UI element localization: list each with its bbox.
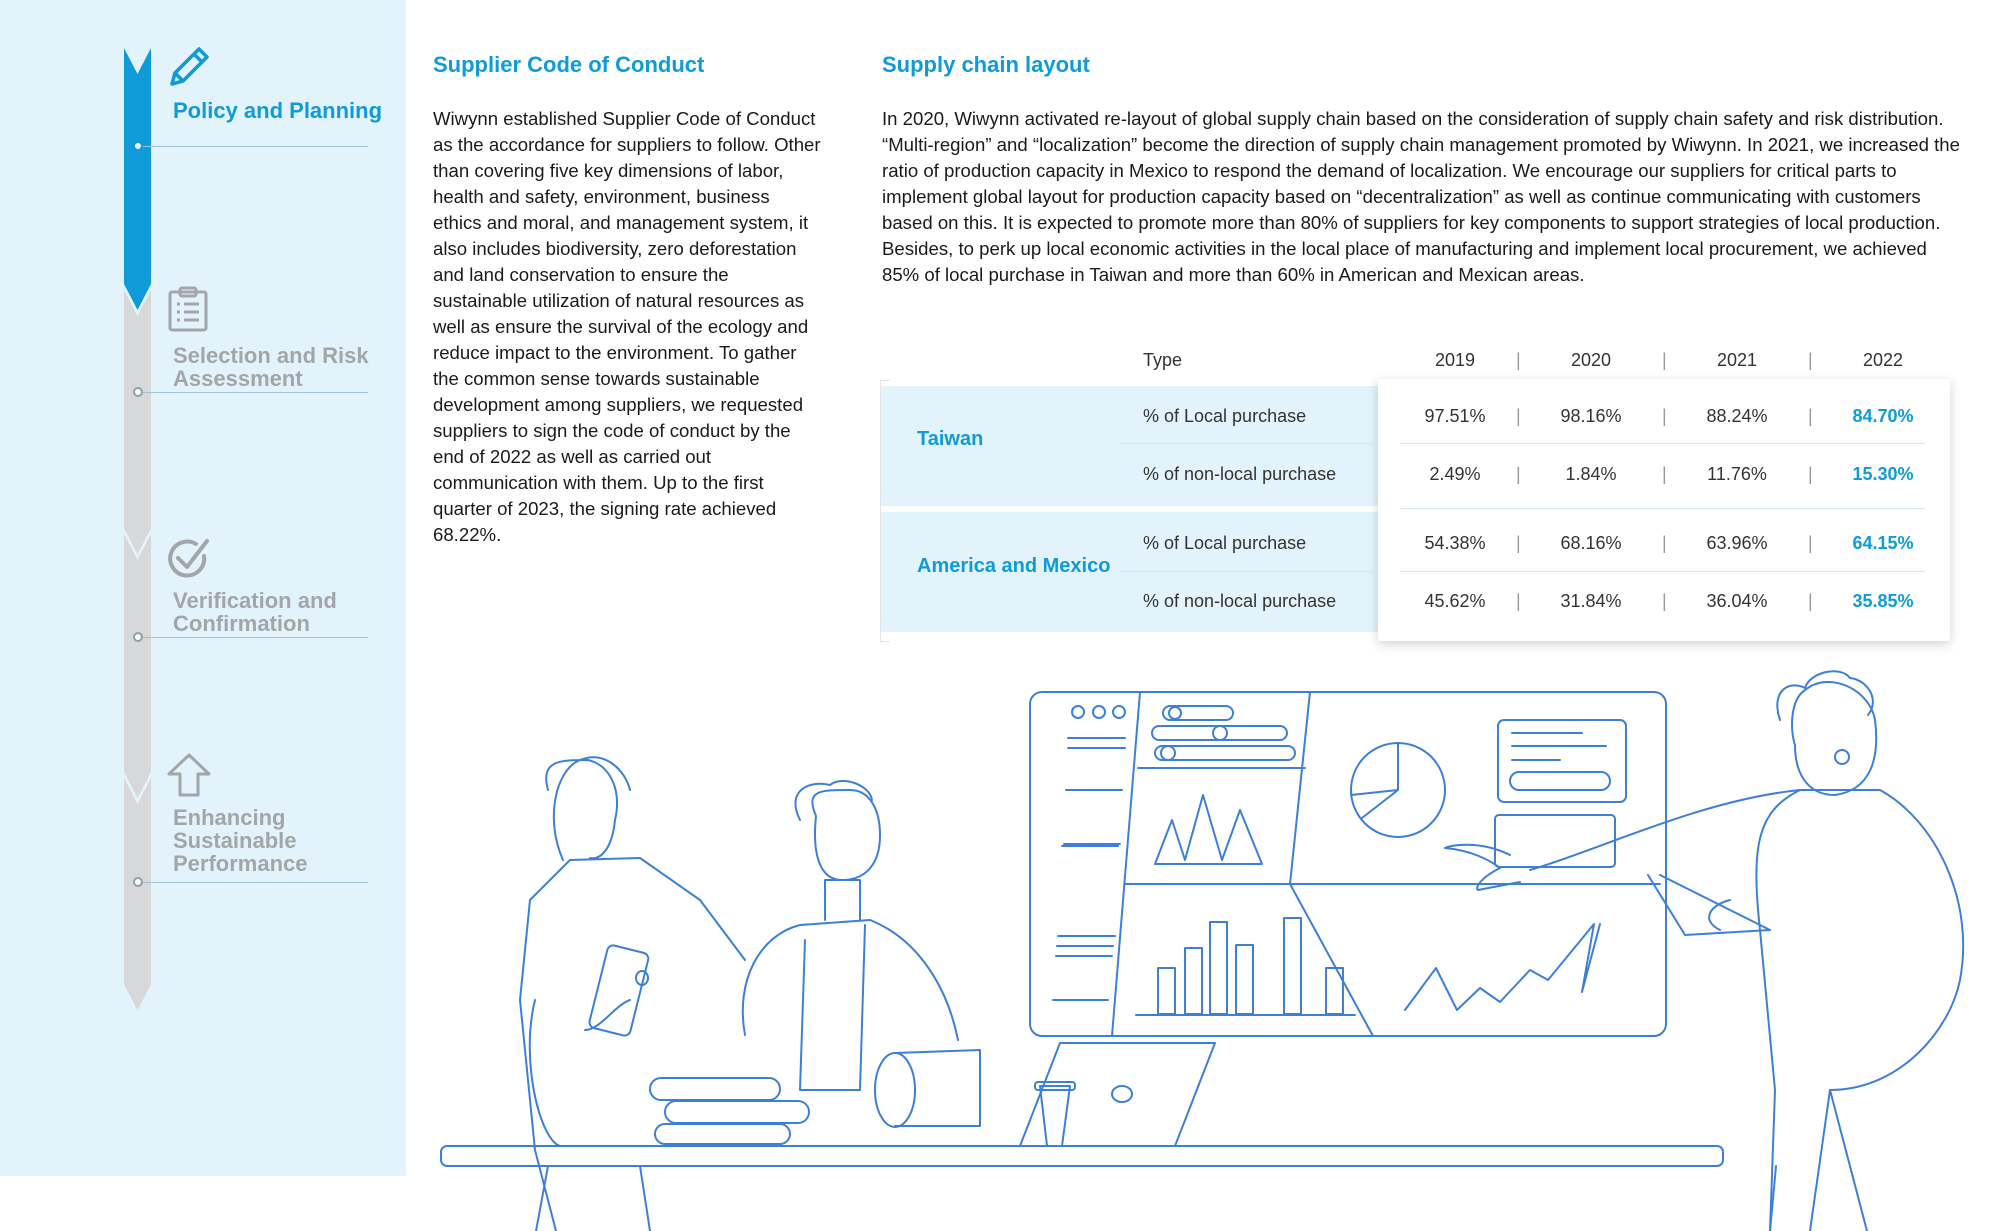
step-label-policy-planning: Policy and Planning (173, 98, 383, 123)
value-separator: | (1516, 464, 1521, 484)
table-cell-highlight: 64.15% (1852, 533, 1914, 553)
process-rail-active (124, 48, 151, 310)
process-rail-segment (124, 290, 151, 554)
value-separator: | (1808, 591, 1813, 611)
value-separator: | (1808, 406, 1813, 426)
pencil-icon (166, 44, 212, 90)
man-figure-illustration (650, 781, 980, 1144)
table-cell: 97.51% (1424, 406, 1486, 426)
step-marker (133, 141, 143, 151)
supply-chain-body: In 2020, Wiwynn activated re-layout of global supply chain based on the consideration of supply chain safety and risk distribution. “Multi-region” and “localization” become the direction of supply chain management promoted by Wiwynn. In 2021, we increased the ratio of production capacity in Mexico to respond the demand of localization. We encourage our suppliers for critical parts to implement global layout for production capacity based on “decentralization” as well as continue communicating with customers based on this. It is expected to promote more than 80% of suppliers for key components to support strategies of local production. Besides, to perk up local economic activities in the local place of manufacturing and implement local procurement, we achieved 85% of local purchase in Taiwan and more than 60% in American and Mexican areas. (882, 108, 1960, 285)
table-cell: 1.84% (1565, 464, 1617, 484)
step-label-selection-risk: Selection and Risk Assessment (173, 343, 369, 391)
table-cell: 98.16% (1560, 406, 1622, 426)
process-rail-segment (124, 778, 151, 1010)
column-header-year: 2019 (1434, 350, 1476, 370)
code-of-conduct-heading: Supplier Code of Conduct (433, 52, 705, 77)
woman-figure-illustration (520, 757, 745, 1231)
column-separator: | (1808, 350, 1813, 370)
value-separator: | (1516, 406, 1521, 426)
step-marker (133, 877, 143, 887)
row-divider (1400, 508, 1925, 509)
step-marker (133, 632, 143, 642)
checkmark-circle-icon (166, 536, 212, 582)
process-rail-segment (124, 534, 151, 798)
table-cell: 54.38% (1424, 533, 1486, 553)
step-divider (138, 637, 368, 638)
table-cell: 45.62% (1424, 591, 1486, 611)
value-separator: | (1516, 533, 1521, 553)
presenter-figure-illustration (1445, 671, 1963, 1231)
step-marker (133, 387, 143, 397)
row-divider (1400, 571, 1925, 572)
table-cell: 31.84% (1560, 591, 1622, 611)
table-cell: 68.16% (1560, 533, 1622, 553)
row-label: % of Local purchase (1143, 406, 1307, 426)
table-cell-highlight: 84.70% (1852, 406, 1914, 426)
step-label-enhancing: Enhancing Sustainable Performance (173, 805, 308, 876)
value-separator: | (1662, 464, 1667, 484)
row-divider (1400, 443, 1925, 444)
column-separator: | (1516, 350, 1521, 370)
region-name-america-mexico: America and Mexico (917, 555, 1111, 577)
table-cell: 11.76% (1707, 464, 1767, 484)
dashboard-screen-illustration (1030, 692, 1666, 1036)
arrow-up-icon (166, 752, 212, 798)
value-separator: | (1662, 406, 1667, 426)
table-cell: 63.96% (1706, 533, 1768, 553)
table-cell: 2.49% (1429, 464, 1481, 484)
step-divider (138, 882, 368, 883)
row-divider (1120, 571, 1372, 572)
region-name-taiwan: Taiwan (917, 428, 984, 450)
column-separator: | (1662, 350, 1667, 370)
code-of-conduct-body: Wiwynn established Supplier Code of Conduct as the accordance for suppliers to follow. Other than covering five key dimensions of labor, health and safety, environment, business ethics and moral, and management system, it also includes biodiversity, zero deforestation and land conservation to ensure the sustainable utilization of natural resources as well as ensure the survival of the ecology and reduce impact to the environment. To gather the common sense towards sustainable development among suppliers, we requested suppliers to sign the code of conduct by the end of 2022 as well as carried out communication with them. Up to the first quarter of 2023, the signing rate achieved 68.22%. (433, 108, 821, 545)
value-separator: | (1808, 464, 1813, 484)
row-label: % of non-local purchase (1143, 464, 1337, 484)
step-label-verification: Verification and Confirmation (173, 588, 337, 636)
table-cell: 36.04% (1706, 591, 1768, 611)
supply-chain-heading: Supply chain layout (882, 52, 1090, 77)
table-cell-highlight: 15.30% (1852, 464, 1914, 484)
table-cell: 88.24% (1706, 406, 1768, 426)
desk-illustration (441, 1146, 1723, 1166)
column-header-year: 2020 (1570, 350, 1612, 370)
value-separator: | (1516, 591, 1521, 611)
column-header-year: 2022 (1862, 350, 1904, 370)
value-separator: | (1662, 533, 1667, 553)
value-separator: | (1808, 533, 1813, 553)
process-sidebar (0, 0, 406, 1176)
column-header-year: 2021 (1716, 350, 1758, 370)
step-divider (138, 146, 368, 147)
clipboard-icon (166, 286, 212, 332)
row-divider (1120, 443, 1372, 444)
row-label: % of non-local purchase (1143, 591, 1337, 611)
table-cell-highlight: 35.85% (1852, 591, 1914, 611)
column-header-type: Type (1143, 350, 1183, 370)
value-separator: | (1662, 591, 1667, 611)
step-divider (138, 392, 368, 393)
table-frame (880, 380, 890, 642)
laptop-illustration (1020, 1043, 1215, 1146)
row-label: % of Local purchase (1143, 533, 1307, 553)
